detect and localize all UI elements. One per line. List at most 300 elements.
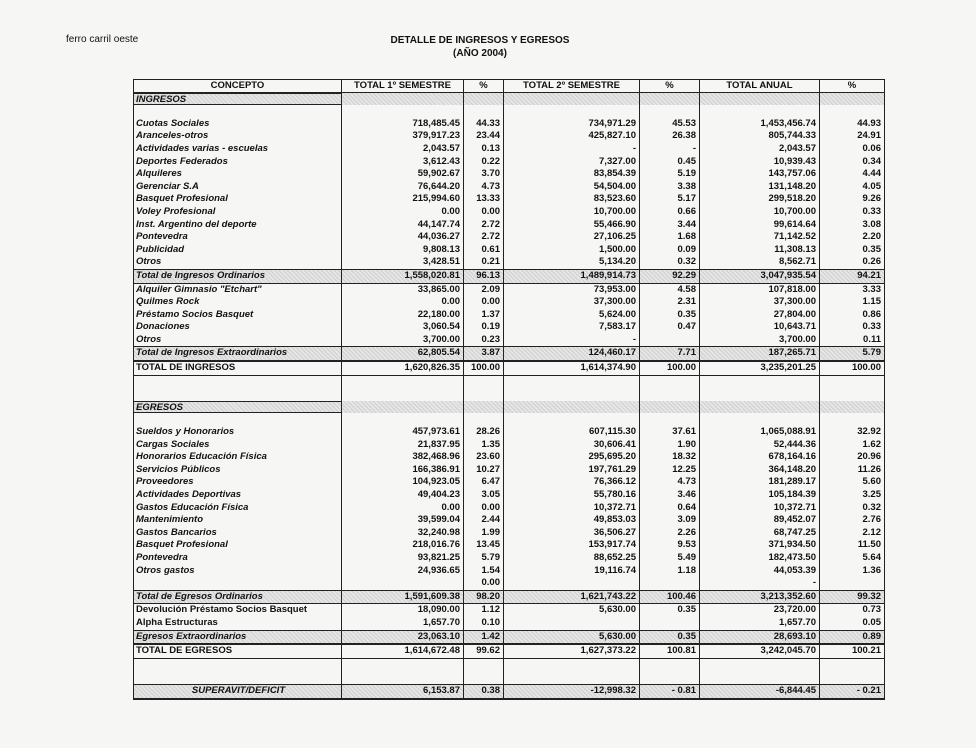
cell-value	[342, 388, 464, 401]
cell-value	[640, 401, 700, 414]
cell-value: 3,047,935.54	[700, 270, 820, 283]
cell-value: 0.05	[862, 616, 881, 628]
cell-value: -	[504, 334, 640, 347]
cell-value: 3.46	[640, 489, 700, 502]
table-row-item_normal	[134, 604, 884, 617]
row-label: Actividades Deportivas	[134, 489, 342, 502]
row-label: Total de Ingresos Extraordinarios	[134, 347, 342, 360]
table-row-item	[134, 168, 884, 181]
row-label: Quilmes Rock	[134, 296, 342, 309]
table-row-item	[134, 219, 884, 232]
row-label	[134, 413, 342, 426]
row-label: Inst. Argentino del deporte	[134, 219, 342, 232]
row-label: Préstamo Socios Basquet	[134, 309, 342, 322]
row-label: Otros	[134, 256, 342, 269]
table-row-grand	[134, 644, 884, 659]
table-row-grand	[134, 361, 884, 376]
cell-value	[700, 671, 820, 684]
cell-value: 0.00	[342, 502, 464, 515]
corner-note: ferro carril oeste	[66, 34, 139, 45]
title-line: DETALLE DE INGRESOS Y EGRESOS	[390, 35, 570, 46]
cell-value: 32,240.98	[342, 527, 464, 540]
cell-value: 36,506.27	[504, 527, 640, 540]
table-row-section	[134, 93, 884, 106]
cell-value: 1.12	[464, 604, 504, 617]
table-row-item	[134, 193, 884, 206]
cell-value: 1.68	[640, 231, 700, 244]
cell-value: 68,747.25	[700, 527, 820, 540]
cell-value: 182,473.50	[700, 552, 820, 565]
cell-value: 105,184.39	[700, 489, 820, 502]
cell-value	[640, 93, 700, 106]
cell-value: 44,053.39	[700, 565, 820, 578]
cell-value: 83,854.39	[504, 168, 640, 181]
row-label	[134, 376, 342, 389]
cell-value: 37,300.00	[700, 296, 820, 309]
cell-value	[820, 659, 884, 672]
row-label: TOTAL DE INGRESOS	[134, 362, 342, 375]
cell-value: 23.60	[464, 451, 504, 464]
cell-value: -12,998.32	[504, 685, 640, 698]
cell-value: 2.26	[640, 527, 700, 540]
cell-value: 3,700.00	[700, 334, 820, 347]
cell-value: 39,599.04	[342, 514, 464, 527]
cell-value: 44,147.74	[342, 219, 464, 232]
table-row-item	[134, 527, 884, 540]
cell-value: 3,700.00	[342, 334, 464, 347]
cell-value: 59,902.67	[342, 168, 464, 181]
cell-value: 83,523.60	[504, 193, 640, 206]
column-header: TOTAL 1º SEMESTRE	[342, 80, 464, 93]
cell-value	[342, 671, 464, 684]
row-label	[134, 659, 342, 672]
cell-value: 2.31	[640, 296, 700, 309]
cell-value: 5.19	[640, 168, 700, 181]
table-row-item	[134, 577, 884, 590]
row-label: Cuotas Sociales	[134, 118, 342, 131]
cell-value: 27,106.25	[504, 231, 640, 244]
cell-value: 44.33	[464, 118, 504, 131]
table-row-blank	[134, 413, 884, 426]
cell-value: 5,134.20	[504, 256, 640, 269]
cell-value	[504, 388, 640, 401]
cell-value	[700, 93, 820, 106]
cell-value	[504, 93, 640, 106]
table-row-item	[134, 118, 884, 131]
cell-value: 0.61	[464, 244, 504, 257]
row-label: Mantenimiento	[134, 514, 342, 527]
cell-value	[342, 659, 464, 672]
table-row-blank	[134, 659, 884, 672]
cell-value: 100.46	[640, 591, 700, 604]
cell-value: 62,805.54	[342, 347, 464, 360]
cell-value: 0.33	[862, 205, 881, 217]
cell-value	[820, 93, 884, 106]
cell-value: 76,644.20	[342, 181, 464, 194]
cell-value: 88,652.25	[504, 552, 640, 565]
cell-value: 0.64	[640, 502, 700, 515]
cell-value: 104,923.05	[342, 476, 464, 489]
cell-value: 11,308.13	[700, 244, 820, 257]
row-label: Basquet Profesional	[134, 539, 342, 552]
cell-value	[820, 376, 884, 389]
cell-value: 371,934.50	[700, 539, 820, 552]
row-label: Donaciones	[134, 321, 342, 334]
cell-value: 0.33	[862, 321, 881, 333]
cell-value: 100.21	[851, 645, 881, 657]
table-row-item	[134, 539, 884, 552]
column-header: %	[820, 80, 884, 93]
cell-value: 0.06	[862, 142, 881, 154]
cell-value: 10.27	[464, 464, 504, 477]
row-label: Alpha Estructuras	[134, 617, 342, 630]
subtitle-line: (AÑO 2004)	[453, 48, 507, 59]
cell-value	[700, 105, 820, 118]
cell-value	[464, 93, 504, 106]
cell-value	[640, 577, 700, 590]
cell-value: 1,614,672.48	[342, 645, 464, 658]
cell-value: 5.60	[862, 476, 881, 488]
cell-value: 4.73	[464, 181, 504, 194]
table-row-item	[134, 439, 884, 452]
row-label: INGRESOS	[134, 93, 342, 106]
cell-value: -	[700, 577, 820, 590]
cell-value: 0.22	[464, 156, 504, 169]
cell-value: 364,148.20	[700, 464, 820, 477]
cell-value	[342, 401, 464, 414]
cell-value: 734,971.29	[504, 118, 640, 131]
table-row-blank	[134, 671, 884, 684]
income-expense-table	[133, 79, 885, 700]
cell-value	[504, 671, 640, 684]
table-row-blank	[134, 105, 884, 118]
cell-value: 3.05	[464, 489, 504, 502]
cell-value	[700, 659, 820, 672]
table-row-item	[134, 514, 884, 527]
row-label: Gastos Bancarios	[134, 527, 342, 540]
cell-value: 2.09	[464, 284, 504, 297]
cell-value: 92.29	[640, 270, 700, 283]
cell-value: 1.15	[862, 296, 881, 308]
cell-value	[700, 413, 820, 426]
row-label: Servicios Públicos	[134, 464, 342, 477]
table-row-total	[134, 590, 884, 605]
cell-value: 23.44	[464, 130, 504, 143]
cell-value: 5.79	[820, 347, 884, 360]
cell-value: 1.18	[640, 565, 700, 578]
cell-value	[504, 105, 640, 118]
cell-value: 1.62	[862, 438, 881, 450]
row-label: Sueldos y Honorarios	[134, 426, 342, 439]
cell-value: 3.08	[862, 218, 881, 230]
cell-value: 153,917.74	[504, 539, 640, 552]
table-row-item_normal	[134, 617, 884, 630]
cell-value	[464, 105, 504, 118]
cell-value: 2,043.57	[342, 143, 464, 156]
cell-value	[342, 577, 464, 590]
table-row-item	[134, 181, 884, 194]
cell-value: 2.72	[464, 231, 504, 244]
row-label: Gerenciar S.A	[134, 181, 342, 194]
table-row-item	[134, 552, 884, 565]
cell-value: 100.81	[640, 645, 700, 658]
table-row-item	[134, 451, 884, 464]
cell-value: 187,265.71	[700, 347, 820, 360]
cell-value: 2.44	[464, 514, 504, 527]
table-row-item	[134, 231, 884, 244]
cell-value: 1,591,609.38	[342, 591, 464, 604]
cell-value: 9,808.13	[342, 244, 464, 257]
cell-value: 3.33	[862, 283, 881, 295]
cell-value: 3.87	[464, 347, 504, 360]
cell-value: 425,827.10	[504, 130, 640, 143]
cell-value: 5,630.00	[504, 631, 640, 644]
table-row-item	[134, 256, 884, 269]
cell-value: 0.47	[640, 321, 700, 334]
cell-value: 2.72	[464, 219, 504, 232]
cell-value: 0.00	[464, 577, 504, 590]
cell-value: - 0.21	[820, 685, 884, 698]
cell-value: 100.00	[464, 362, 504, 375]
row-label: Otros gastos	[134, 565, 342, 578]
cell-value: 100.00	[851, 362, 881, 374]
cell-value: 12.25	[640, 464, 700, 477]
cell-value	[464, 659, 504, 672]
cell-value	[820, 388, 884, 401]
cell-value: 21,837.95	[342, 439, 464, 452]
cell-value: 24.91	[857, 130, 881, 142]
cell-value	[504, 401, 640, 414]
cell-value: 5,624.00	[504, 309, 640, 322]
cell-value: 3.25	[862, 489, 881, 500]
table-row-item	[134, 476, 884, 489]
cell-value	[820, 577, 884, 590]
table-body	[134, 93, 884, 699]
cell-value: 607,115.30	[504, 426, 640, 439]
cell-value: 143,757.06	[700, 168, 820, 181]
cell-value	[342, 413, 464, 426]
cell-value: 0.38	[464, 685, 504, 698]
cell-value	[640, 388, 700, 401]
row-label: SUPERAVIT/DEFICIT	[134, 685, 342, 698]
cell-value: 1,657.70	[342, 617, 464, 630]
cell-value: 49,404.23	[342, 489, 464, 502]
cell-value: 19,116.74	[504, 565, 640, 578]
cell-value	[342, 376, 464, 389]
row-label: EGRESOS	[134, 401, 342, 414]
cell-value: 10,372.71	[700, 502, 820, 515]
cell-value: 4.58	[640, 284, 700, 297]
cell-value: -	[640, 143, 700, 156]
cell-value: 3.38	[640, 181, 700, 194]
cell-value: -6,844.45	[700, 685, 820, 698]
cell-value: 0.00	[464, 502, 504, 515]
cell-value: 457,973.61	[342, 426, 464, 439]
cell-value: 131,148.20	[700, 181, 820, 194]
cell-value: 18.32	[640, 451, 700, 464]
cell-value: 33,865.00	[342, 284, 464, 297]
table-row-item	[134, 426, 884, 439]
cell-value: 1,453,456.74	[700, 118, 820, 131]
cell-value: 49,853.03	[504, 514, 640, 527]
cell-value: 100.00	[640, 362, 700, 375]
cell-value: 0.23	[464, 334, 504, 347]
cell-value: 30,606.41	[504, 439, 640, 452]
cell-value	[700, 401, 820, 414]
cell-value: 218,016.76	[342, 539, 464, 552]
table-row-total	[134, 630, 884, 645]
cell-value: 55,466.90	[504, 219, 640, 232]
cell-value: 1,657.70	[700, 617, 820, 630]
row-label: TOTAL DE EGRESOS	[134, 645, 342, 658]
cell-value: 24,936.65	[342, 565, 464, 578]
cell-value: 28,693.10	[700, 631, 820, 644]
cell-value	[640, 376, 700, 389]
cell-value	[640, 659, 700, 672]
cell-value: 13.45	[464, 539, 504, 552]
column-header: %	[464, 80, 504, 93]
cell-value: 99.32	[820, 591, 884, 604]
table-row-item	[134, 309, 884, 322]
cell-value: 37.61	[640, 426, 700, 439]
cell-value	[820, 105, 884, 118]
cell-value: 3.44	[640, 219, 700, 232]
table-row-section	[134, 401, 884, 414]
cell-value: 10,372.71	[504, 502, 640, 515]
cell-value: 3.70	[464, 168, 504, 181]
cell-value: 107,818.00	[700, 284, 820, 297]
cell-value: 1.99	[464, 527, 504, 540]
cell-value: 3,235,201.25	[700, 362, 820, 375]
cell-value: 23,720.00	[700, 604, 820, 617]
row-label: Proveedores	[134, 476, 342, 489]
cell-value: 0.86	[862, 308, 881, 320]
row-label: Publicidad	[134, 244, 342, 257]
cell-value: 54,504.00	[504, 181, 640, 194]
row-label: Honorarios Educación Física	[134, 451, 342, 464]
cell-value: 0.73	[862, 604, 881, 616]
cell-value: 6,153.87	[342, 685, 464, 698]
cell-value: 0.09	[640, 244, 700, 257]
cell-value: 93,821.25	[342, 552, 464, 565]
cell-value: 52,444.36	[700, 439, 820, 452]
cell-value	[504, 413, 640, 426]
cell-value: 1,627,373.22	[504, 645, 640, 658]
cell-value: 0.00	[464, 206, 504, 219]
cell-value: 0.00	[342, 296, 464, 309]
cell-value: 8,562.71	[700, 256, 820, 269]
cell-value: 23,063.10	[342, 631, 464, 644]
cell-value: 44.93	[857, 117, 881, 129]
cell-value	[700, 376, 820, 389]
cell-value: 0.21	[464, 256, 504, 269]
row-label: Total de Ingresos Ordinarios	[134, 270, 342, 283]
cell-value: 678,164.16	[700, 451, 820, 464]
table-row-blank	[134, 376, 884, 389]
row-label: Voley Profesional	[134, 206, 342, 219]
cell-value: 215,994.60	[342, 193, 464, 206]
table-header	[134, 80, 884, 93]
cell-value: 379,917.23	[342, 130, 464, 143]
cell-value: 13.33	[464, 193, 504, 206]
cell-value: 1.37	[464, 309, 504, 322]
cell-value: 10,700.00	[504, 206, 640, 219]
table-row-total	[134, 269, 884, 284]
table-row-item	[134, 156, 884, 169]
table-row-item	[134, 130, 884, 143]
cell-value: 28.26	[464, 426, 504, 439]
cell-value: 197,761.29	[504, 464, 640, 477]
row-label: Basquet Profesional	[134, 193, 342, 206]
cell-value: 1,558,020.81	[342, 270, 464, 283]
row-label: Total de Egresos Ordinarios	[134, 591, 342, 604]
cell-value: 1.54	[464, 565, 504, 578]
cell-value: 0.35	[640, 309, 700, 322]
cell-value: 11.50	[857, 539, 881, 551]
cell-value: 3.09	[640, 514, 700, 527]
cell-value: 26.38	[640, 130, 700, 143]
document-title	[300, 34, 660, 60]
cell-value: 299,518.20	[700, 193, 820, 206]
cell-value: 98.20	[464, 591, 504, 604]
cell-value: 166,386.91	[342, 464, 464, 477]
cell-value	[464, 388, 504, 401]
cell-value: 3,428.51	[342, 256, 464, 269]
cell-value: -	[504, 143, 640, 156]
cell-value: 9.53	[640, 539, 700, 552]
cell-value: 4.73	[640, 476, 700, 489]
cell-value: 2.20	[862, 231, 881, 243]
cell-value	[464, 401, 504, 414]
cell-value: 89,452.07	[700, 514, 820, 527]
cell-value: 3,060.54	[342, 321, 464, 334]
row-label: Cargas Sociales	[134, 439, 342, 452]
cell-value: 3,213,352.60	[700, 591, 820, 604]
table-row-item	[134, 296, 884, 309]
cell-value: 181,289.17	[700, 476, 820, 489]
cell-value	[640, 105, 700, 118]
cell-value: 22,180.00	[342, 309, 464, 322]
cell-value: 10,643.71	[700, 321, 820, 334]
cell-value: 73,953.00	[504, 284, 640, 297]
cell-value: 5.79	[464, 552, 504, 565]
cell-value: 1.42	[464, 631, 504, 644]
cell-value: 5.64	[862, 551, 881, 563]
cell-value: 45.53	[640, 118, 700, 131]
column-header: CONCEPTO	[134, 80, 342, 93]
table-row-item	[134, 284, 884, 297]
table-row-total	[134, 346, 884, 361]
cell-value: 0.89	[820, 631, 884, 644]
cell-value: 0.00	[464, 296, 504, 309]
cell-value	[504, 659, 640, 672]
row-label: Devolución Préstamo Socios Basquet	[134, 604, 342, 617]
cell-value: 1,065,088.91	[700, 426, 820, 439]
column-header: TOTAL ANUAL	[700, 80, 820, 93]
cell-value: 382,468.96	[342, 451, 464, 464]
cell-value: 20.96	[857, 451, 881, 463]
cell-value: 94.21	[820, 270, 884, 283]
cell-value	[700, 388, 820, 401]
row-label	[134, 105, 342, 118]
table-row-item	[134, 464, 884, 477]
cell-value: 44,036.27	[342, 231, 464, 244]
cell-value: 718,485.45	[342, 118, 464, 131]
cell-value: 5.49	[640, 552, 700, 565]
column-header: TOTAL 2º SEMESTRE	[504, 80, 640, 93]
row-label: Pontevedra	[134, 231, 342, 244]
row-label: Alquileres	[134, 168, 342, 181]
